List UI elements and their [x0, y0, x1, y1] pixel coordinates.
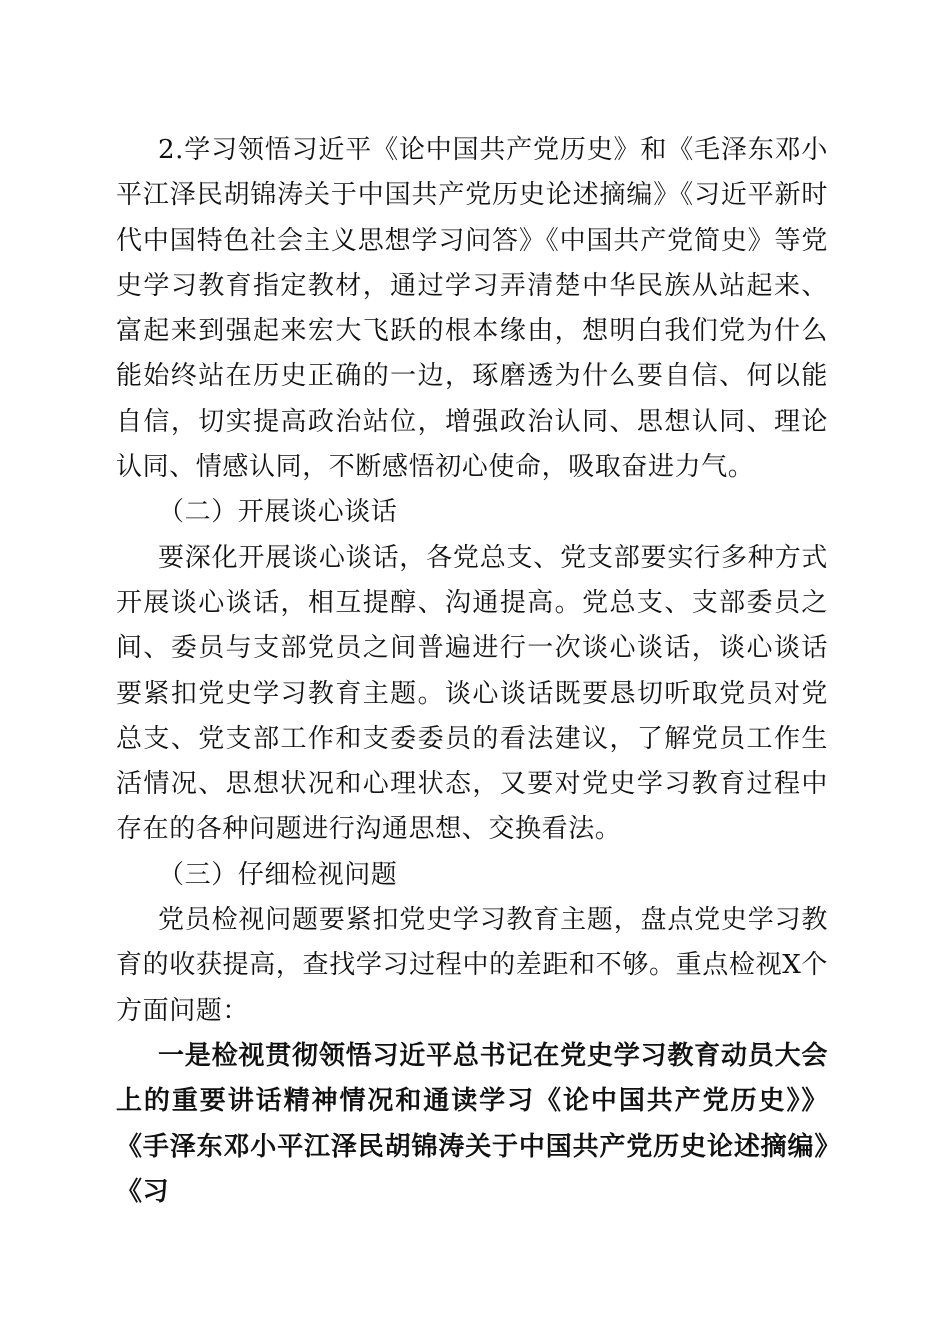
paragraph-heart-to-heart-talks: 要深化开展谈心谈话，各党总支、党支部要实行多种方式开展谈心谈话，相互提醇、沟通提高。党总支、支部委员之间、委员与支部党员之间普遍进行一次谈心谈话，谈心谈话要紧扣党史学习教育主题。谈心谈话既要恳切听取党员对党总支、党支部工作和支委委员的看法建议，了解党员工作生活情况、思想状况和心理状态，又要对党史学习教育过程中存在的各种问题进行沟通思想、交换看法。 [116, 542, 828, 845]
document-body [116, 128, 828, 1215]
section-heading-examine-problems: （三）仔细检视问题 [158, 859, 398, 890]
paragraph-first-aspect: 一是检视贯彻领悟习近平总书记在党史学习教育动员大会上的重要讲话精神情况和通读学习《论中国共产党历史》》《手泽东邓小平江泽民胡锦涛关于中国共产党历史论述摘编》《习 [116, 1040, 828, 1207]
section-heading-heart-to-heart-talks: （二）开展谈心谈话 [158, 497, 398, 528]
paragraph-examine-problems: 党员检视问题要紧扣党史学习教育主题，盘点党史学习教育的收获提高，查找学习过程中的差距和不够。重点检视X个方面问题： [116, 905, 828, 1026]
paragraph-study-materials: 2.学习领悟习近平《论中国共产党历史》和《毛泽东邓小平江泽民胡锦涛关于中国共产党历史论述摘编》《习近平新时代中国特色社会主义思想学习问答》《中国共产党简史》等党史学习教育指定教材，通过学习弄清楚中华民族从站起来、富起来到强起来宏大飞跃的根本缘由，想明白我们党为什么能始终站在历史正确的一边，琢磨透为什么要自信、何以能自信，切实提高政治站位，增强政治认同、思想认同、理论认同、情感认同，不断感悟初心使命，吸取奋进力气。 [116, 135, 828, 483]
